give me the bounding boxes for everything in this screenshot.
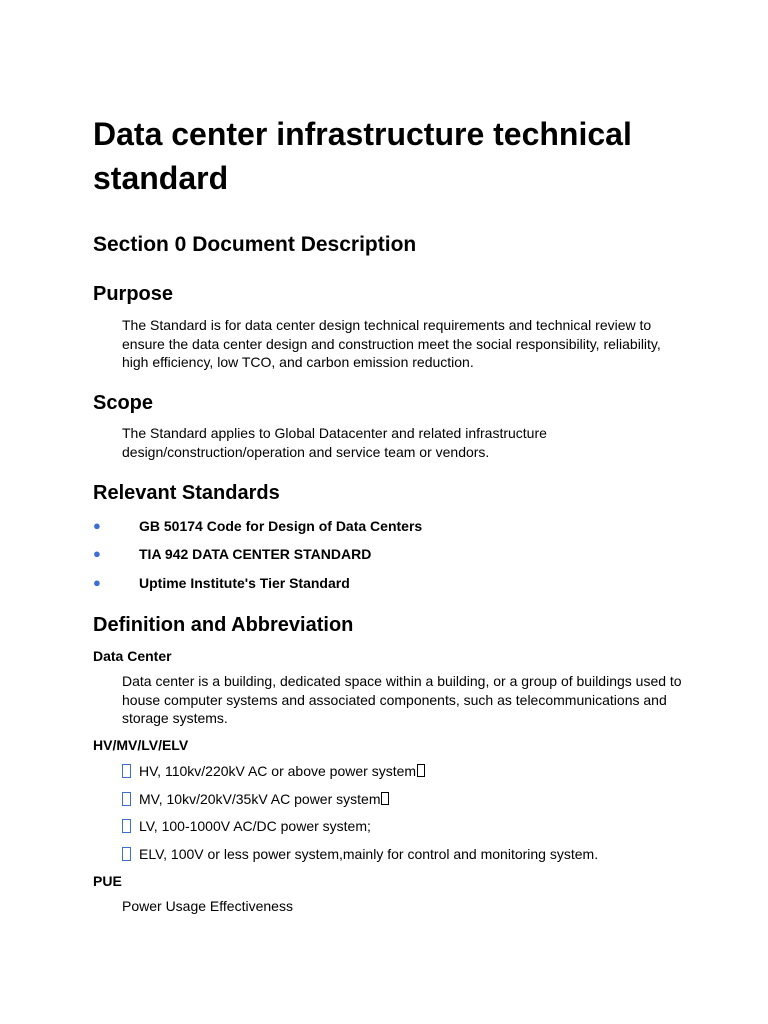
voltage-list-item — [122, 790, 692, 808]
standard-list-item — [93, 545, 693, 563]
voltage-list-item — [122, 762, 692, 780]
voltage-definition: MV, 10kv/20kV/35kV AC power system — [139, 791, 381, 807]
checkbox-bullet-icon — [122, 764, 131, 778]
definitions-heading: Definition and Abbreviation — [93, 614, 354, 636]
scope-heading: Scope — [93, 392, 154, 414]
purpose-text: The Standard is for data center design technical requirements and technical review to ensure the data center design and construction meet the social responsibility, reliability, high efficiency, low TCO, and carbon emission reduction. — [122, 317, 661, 370]
pue-definition: Power Usage Effectiveness — [122, 898, 293, 914]
section-heading: Section 0 Document Description — [93, 233, 417, 256]
voltage-definition: HV, 110kv/220kV AC or above power system — [139, 763, 417, 779]
missing-glyph-icon — [417, 764, 425, 777]
pue-term: PUE — [93, 873, 122, 889]
document-title: Data center infrastructure technical standard — [93, 116, 632, 196]
relevant-standards-heading: Relevant Standards — [93, 482, 280, 504]
bullet-icon: ● — [93, 546, 101, 561]
data-center-definition: Data center is a building, dedicated space within a building, or a group of buildings used to house computer systems and associated components, such as telecommunications and storage systems. — [122, 673, 682, 726]
checkbox-bullet-icon — [122, 792, 131, 806]
standard-name: Uptime Institute's Tier Standard — [139, 575, 350, 591]
standard-list-item — [93, 517, 693, 535]
standard-name: TIA 942 DATA CENTER STANDARD — [139, 546, 372, 562]
standard-list-item — [93, 574, 693, 592]
voltage-list-item — [122, 817, 692, 835]
voltage-definition: LV, 100-1000V AC/DC power system; — [139, 818, 371, 834]
bullet-icon: ● — [93, 575, 101, 590]
purpose-heading: Purpose — [93, 283, 174, 305]
missing-glyph-icon — [381, 792, 389, 805]
bullet-icon: ● — [93, 518, 101, 533]
data-center-term: Data Center — [93, 648, 172, 664]
standard-name: GB 50174 Code for Design of Data Centers — [139, 518, 423, 534]
voltage-term: HV/MV/LV/ELV — [93, 737, 189, 753]
scope-text: The Standard applies to Global Datacenter and related infrastructure design/construction/operation and service team or vendors. — [122, 425, 547, 460]
voltage-definition: ELV, 100V or less power system,mainly for control and monitoring system. — [139, 846, 599, 862]
voltage-list-item — [122, 845, 692, 863]
checkbox-bullet-icon — [122, 847, 131, 861]
checkbox-bullet-icon — [122, 819, 131, 833]
